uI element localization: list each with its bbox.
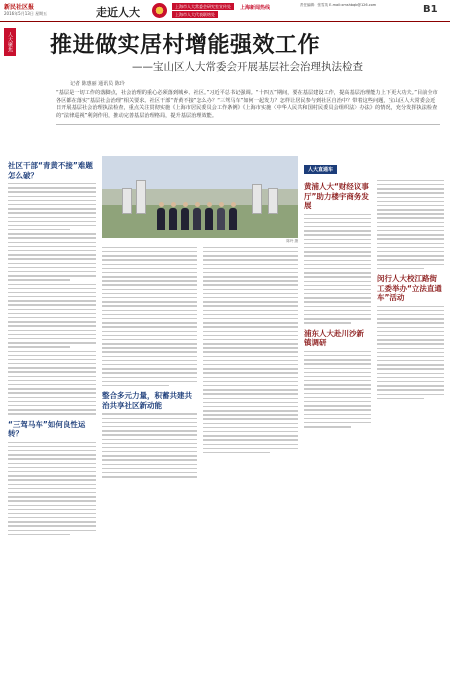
intro-paragraph: “基层是一切工作的落脚点，社会治理的重心必须落到城乡、社区。”习近平总书记强调。“十四五”期间，要在基层建设工作，提高基层治理能力上下更大功夫。”目前全市各区都在落实“基层社会治理”相关要求。社区干部“青黄不接”怎么办？“三驾马车”如何一起发力？怎样让居民参与到社区自治中？带着这些问题，宝山区人大常委会近日开展基层社会治理执法检查，重点关注贯彻实施《上海市居民委员会工作条例》《上海市实施〈中华人民共和国村民委员会组织法〉办法》的情况，充分发挥执法检查的“法律巡视”利剑作用，推动完善基层治理格局，提升基层治理效能。 — [56, 90, 440, 125]
column-2-subcolumns — [102, 244, 298, 480]
body-text-block — [8, 442, 96, 536]
body-text-block — [304, 177, 371, 430]
subtitle-minhang: 闵行人大校江路街工委举办“立法直通车”活动 — [377, 274, 442, 303]
red-box-2: 上海市人大代表联络处 — [172, 11, 218, 18]
headline: 推进做实居村增能强效工作 — [50, 33, 321, 58]
photo-credit: 陈玲 摄 — [286, 239, 298, 243]
hotline: 上海新闻热线 — [240, 5, 271, 11]
section-title: 走近人大 — [96, 6, 140, 19]
subheadline: ——宝山区人大常委会开展基层社会治理执法检查 — [132, 61, 363, 73]
column-3-subcolumns — [304, 177, 444, 430]
body-text-block — [377, 177, 444, 430]
body-text-block — [203, 244, 298, 480]
byline: 记者 陈惠丽 通讯员 陈玲 — [70, 81, 125, 87]
red-box-1: 上海市人大常委会研究室宣传处 — [172, 3, 234, 10]
paper-logo: 新民社区报 — [4, 4, 35, 11]
subtitle-cadre: 社区干部“青黄不接”难题怎么破？ — [8, 161, 93, 180]
subtitle-three-carriages: “三驾马车”如何良性运转？ — [8, 419, 86, 439]
emblem-icon — [152, 3, 167, 18]
page-number: B1 — [423, 4, 438, 15]
group-photo — [102, 156, 298, 238]
subtitle-diverse-forces: 整合多元力量，积蓄共建共治共享社区新动能 — [102, 391, 192, 410]
masthead — [0, 0, 450, 22]
column-3 — [304, 156, 444, 430]
editor-info: 责任编辑：张雪英 E-mail:xmshbqb@126.com — [300, 3, 377, 7]
body-text-block — [102, 244, 197, 480]
column-1 — [8, 156, 96, 538]
body-text-block — [8, 183, 96, 415]
column-tag: 人大直通车 — [304, 165, 337, 174]
subtitle-pudong: 浦东人大赴川沙新镇调研 — [304, 328, 364, 348]
side-tag: 人大聚焦 — [4, 28, 16, 56]
subtitle-huangpu: 黄浦人大“财经议事厅”助力楼宇商务发展 — [304, 182, 369, 210]
issue-date: 2016年5月13日 星期五 — [4, 11, 48, 16]
column-2 — [102, 156, 298, 480]
